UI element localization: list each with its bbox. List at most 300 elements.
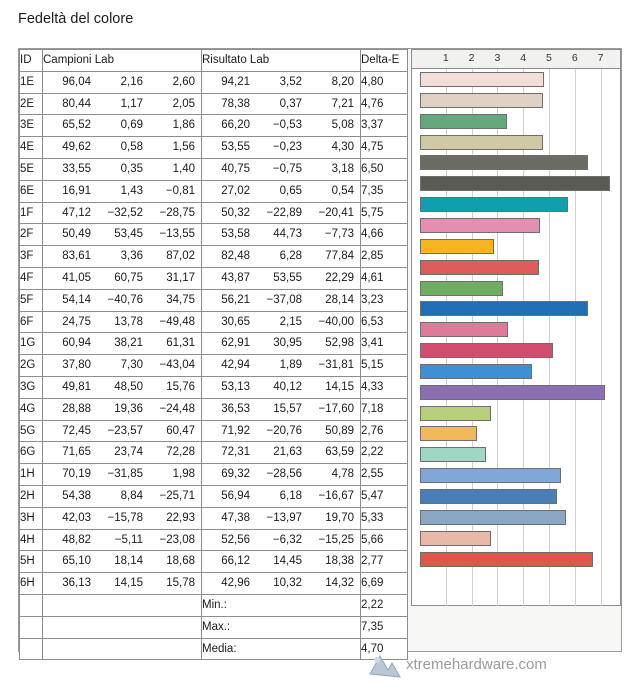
table-row [20,529,408,551]
cell-result-lab-v3: 22,29 [325,271,354,284]
cell-result-lab [202,551,361,573]
cell-result-lab-v2: −22,89 [266,206,302,219]
table-row [20,267,408,289]
cell-result-lab [202,289,361,311]
table-row [20,507,408,529]
table-row [20,246,408,268]
cell-result-lab-v1: 69,32 [221,468,250,481]
bar-3H [420,489,557,504]
cell-sample-lab-v3: 1,86 [172,119,195,132]
cell-result-lab-v2: 44,73 [273,228,302,241]
cell-sample-lab [43,573,202,595]
cell-id: 2E [20,93,43,115]
cell-sample-lab-v3: 1,98 [172,468,195,481]
summary-spacer [43,638,202,660]
cell-result-lab-v2: 15,57 [273,402,302,415]
gridline-3 [497,69,498,606]
chart-x-axis [412,50,620,69]
cell-id: 6H [20,573,43,595]
table-row [20,158,408,180]
cell-sample-lab-v1: 28,88 [62,402,91,415]
bar-6F [420,301,588,316]
bar-2F [420,218,540,233]
cell-sample-lab-v3: 60,47 [166,424,195,437]
cell-sample-lab-v2: 1,17 [120,97,143,110]
x-tick-5: 5 [546,52,552,64]
table-row [20,202,408,224]
cell-result-lab [202,71,361,93]
summary-max-label: Max.: [202,616,361,638]
summary-spacer [43,594,202,616]
cell-sample-lab-v1: 70,19 [62,468,91,481]
cell-result-lab-v2: −0,23 [272,141,302,154]
table-body [20,71,408,660]
cell-result-lab-v3: −40,00 [318,315,354,328]
cell-result-lab-v3: −17,60 [318,402,354,415]
table-row [20,93,408,115]
bar-6G [420,426,477,441]
cell-sample-lab-v2: 2,16 [120,75,143,88]
cell-result-lab-v1: 53,55 [221,141,250,154]
bar-6H [420,552,593,567]
watermark-text: xtremehardware.com [406,656,547,673]
cell-result-lab-v1: 71,92 [221,424,250,437]
cell-id: 3G [20,376,43,398]
cell-id: 3E [20,115,43,137]
cell-result-lab [202,442,361,464]
summary-spacer-id [20,638,43,660]
cell-sample-lab-v1: 36,13 [62,577,91,590]
table-row [20,442,408,464]
cell-delta-e: 4,33 [361,376,408,398]
cell-sample-lab-v2: −31,85 [107,468,143,481]
table-row [20,464,408,486]
cell-sample-lab [43,267,202,289]
cell-result-lab-v3: 14,32 [325,577,354,590]
cell-sample-lab-v3: −28,75 [159,206,195,219]
cell-sample-lab-v2: −15,78 [107,511,143,524]
cell-delta-e: 2,76 [361,420,408,442]
cell-sample-lab-v2: 14,15 [114,577,143,590]
cell-sample-lab [43,115,202,137]
cell-id: 5G [20,420,43,442]
cell-result-lab-v3: 63,59 [325,446,354,459]
cell-sample-lab-v1: 80,44 [62,97,91,110]
cell-result-lab-v3: 5,08 [331,119,354,132]
cell-sample-lab [43,158,202,180]
table-row [20,71,408,93]
table-row [20,573,408,595]
cell-result-lab [202,158,361,180]
summary-row [20,638,408,660]
cell-result-lab-v1: 42,96 [221,577,250,590]
cell-result-lab-v2: −0,75 [272,162,302,175]
cell-result-lab-v1: 30,65 [221,315,250,328]
cell-result-lab-v1: 66,12 [221,555,250,568]
cell-delta-e: 7,18 [361,398,408,420]
cell-sample-lab-v2: −5,11 [114,533,143,546]
table-row [20,398,408,420]
cell-sample-lab [43,442,202,464]
summary-max-value: 7,35 [361,616,408,638]
cell-sample-lab-v1: 54,38 [62,489,91,502]
cell-sample-lab-v1: 24,75 [62,315,91,328]
bar-1E [420,72,544,87]
cell-sample-lab-v1: 54,14 [62,293,91,306]
summary-spacer [43,616,202,638]
gridline-4 [523,69,524,606]
x-tick-7: 7 [597,52,604,64]
cell-sample-lab [43,333,202,355]
cell-id: 3F [20,246,43,268]
cell-id: 4F [20,267,43,289]
cell-delta-e: 2,55 [361,464,408,486]
cell-result-lab [202,398,361,420]
cell-result-lab-v1: 78,38 [221,97,250,110]
cell-result-lab-v2: −13,97 [266,511,302,524]
cell-result-lab [202,246,361,268]
bar-4G [420,385,605,400]
table-row [20,376,408,398]
cell-result-lab-v2: 21,63 [273,446,302,459]
cell-sample-lab-v1: 72,45 [62,424,91,437]
cell-result-lab [202,355,361,377]
table-header-row [20,50,408,72]
cell-sample-lab-v3: −43,04 [159,359,195,372]
cell-sample-lab-v2: 60,75 [114,271,143,284]
cell-result-lab [202,464,361,486]
cell-id: 2G [20,355,43,377]
cell-id: 6G [20,442,43,464]
cell-result-lab [202,137,361,159]
watermark [360,652,622,682]
cell-sample-lab-v3: 61,31 [166,337,195,350]
cell-delta-e: 6,69 [361,573,408,595]
x-tick-2: 2 [468,52,475,64]
bar-3E [420,114,507,129]
cell-sample-lab-v2: 7,30 [120,359,143,372]
cell-sample-lab-v3: −13,55 [159,228,195,241]
cell-result-lab [202,573,361,595]
cell-sample-lab-v3: 72,28 [166,446,195,459]
cell-delta-e: 6,50 [361,158,408,180]
cell-result-lab-v3: 52,98 [325,337,354,350]
table-row [20,420,408,442]
cell-sample-lab-v2: 53,45 [114,228,143,241]
cell-result-lab-v1: 94,21 [221,75,250,88]
cell-result-lab-v1: 42,94 [221,359,250,372]
cell-result-lab-v3: −16,67 [318,489,354,502]
cell-sample-lab-v2: −32,52 [107,206,143,219]
bar-5E [420,155,588,170]
x-tick-4: 4 [520,52,527,64]
cell-delta-e: 4,61 [361,267,408,289]
cell-result-lab-v2: 6,28 [279,250,302,263]
cell-sample-lab [43,202,202,224]
cell-sample-lab-v1: 65,10 [62,555,91,568]
cell-sample-lab [43,246,202,268]
cell-result-lab-v2: 53,55 [273,271,302,284]
bar-5F [420,281,503,296]
bar-1H [420,447,486,462]
cell-delta-e: 3,23 [361,289,408,311]
cell-result-lab-v1: 50,32 [221,206,250,219]
cell-id: 5F [20,289,43,311]
cell-result-lab-v3: 0,54 [331,184,354,197]
cell-id: 1H [20,464,43,486]
cell-sample-lab-v1: 65,52 [62,119,91,132]
cell-sample-lab-v2: 13,78 [114,315,143,328]
cell-result-lab-v3: 8,20 [331,75,354,88]
cell-delta-e: 2,22 [361,442,408,464]
cell-result-lab-v1: 52,56 [221,533,250,546]
x-tick-3: 3 [494,52,501,64]
cell-sample-lab-v2: 18,14 [114,555,143,568]
cell-sample-lab-v3: 15,78 [166,577,195,590]
cell-result-lab [202,180,361,202]
cell-result-lab-v3: 77,84 [325,250,354,263]
bar-1F [420,197,568,212]
cell-id: 2H [20,485,43,507]
cell-result-lab-v3: −15,25 [318,533,354,546]
cell-result-lab-v2: 6,18 [279,489,302,502]
cell-sample-lab-v3: 87,02 [166,250,195,263]
cell-id: 4E [20,137,43,159]
page-title: Fedeltà del colore [18,11,134,27]
summary-min-value: 2,22 [361,594,408,616]
cell-result-lab-v2: 3,52 [279,75,302,88]
summary-row [20,616,408,638]
cell-result-lab-v3: 3,18 [331,162,354,175]
cell-sample-lab-v3: 18,68 [166,555,195,568]
bar-3G [420,364,532,379]
cell-result-lab [202,93,361,115]
cell-result-lab-v2: 10,32 [273,577,302,590]
bar-4E [420,135,543,150]
header-id: ID [20,50,43,72]
cell-result-lab-v2: 0,37 [279,97,302,110]
cell-sample-lab-v1: 47,12 [62,206,91,219]
header-delta-e: Delta-E [361,50,408,72]
gridline-5 [549,69,550,606]
cell-delta-e: 4,76 [361,93,408,115]
cell-id: 5H [20,551,43,573]
gridline-1 [446,69,447,606]
cell-sample-lab-v3: −49,48 [159,315,195,328]
cell-sample-lab-v2: 48,50 [114,380,143,393]
cell-sample-lab-v3: 1,40 [172,162,195,175]
summary-mean-value: 4,70 [361,638,408,660]
cell-result-lab-v2: 2,15 [279,315,302,328]
cell-delta-e: 4,75 [361,137,408,159]
cell-result-lab [202,529,361,551]
gridline-6 [575,69,576,606]
cell-result-lab-v3: 19,70 [325,511,354,524]
cell-sample-lab [43,485,202,507]
cell-sample-lab [43,289,202,311]
cell-sample-lab [43,551,202,573]
cell-result-lab-v1: 72,31 [221,446,250,459]
cell-sample-lab-v3: 15,76 [166,380,195,393]
cell-sample-lab [43,464,202,486]
cell-delta-e: 3,37 [361,115,408,137]
cell-result-lab-v2: −6,32 [272,533,302,546]
cell-sample-lab-v1: 60,94 [62,337,91,350]
cell-result-lab-v3: −20,41 [318,206,354,219]
cell-result-lab-v2: 40,12 [273,380,302,393]
cell-sample-lab-v2: 19,36 [114,402,143,415]
cell-id: 1G [20,333,43,355]
header-samples: Campioni Lab [43,50,202,72]
cell-sample-lab [43,224,202,246]
cell-sample-lab-v3: 2,60 [172,75,195,88]
cell-delta-e: 5,33 [361,507,408,529]
x-tick-6: 6 [571,52,578,64]
gridline-7 [601,69,602,606]
cell-delta-e: 5,15 [361,355,408,377]
cell-id: 5E [20,158,43,180]
table-row [20,311,408,333]
gridline-2 [472,69,473,606]
table-row [20,355,408,377]
cell-result-lab-v3: 14,15 [325,380,354,393]
cell-sample-lab-v1: 49,62 [62,141,91,154]
chart-plot-area [412,69,620,606]
cell-sample-lab-v2: 3,36 [120,250,143,263]
bar-5G [420,406,491,421]
cell-sample-lab-v2: 23,74 [114,446,143,459]
cell-delta-e: 2,77 [361,551,408,573]
cell-result-lab [202,507,361,529]
cell-delta-e: 5,75 [361,202,408,224]
cell-delta-e: 2,85 [361,246,408,268]
cell-sample-lab-v2: 0,58 [120,141,143,154]
bar-1G [420,322,508,337]
cell-result-lab-v1: 40,75 [221,162,250,175]
cell-sample-lab-v2: 0,35 [120,162,143,175]
cell-sample-lab-v3: 22,93 [166,511,195,524]
cell-result-lab-v1: 53,13 [221,380,250,393]
cell-sample-lab-v3: 31,17 [166,271,195,284]
cell-result-lab-v3: 18,38 [325,555,354,568]
cell-sample-lab-v3: −25,71 [159,489,195,502]
bar-4H [420,510,566,525]
cell-id: 2F [20,224,43,246]
bar-2E [420,93,543,108]
summary-mean-label: Media: [202,638,361,660]
cell-sample-lab-v3: −23,08 [159,533,195,546]
cell-result-lab-v1: 27,02 [221,184,250,197]
cell-result-lab [202,224,361,246]
cell-sample-lab-v1: 48,82 [62,533,91,546]
table-row [20,551,408,573]
cell-sample-lab [43,180,202,202]
cell-id: 1E [20,71,43,93]
cell-result-lab [202,311,361,333]
cell-sample-lab-v1: 49,81 [62,380,91,393]
cell-result-lab [202,115,361,137]
cell-sample-lab [43,398,202,420]
cell-id: 3H [20,507,43,529]
summary-min-label: Min.: [202,594,361,616]
cell-result-lab-v2: 30,95 [273,337,302,350]
header-result: Risultato Lab [202,50,361,72]
cell-sample-lab [43,93,202,115]
cell-sample-lab-v1: 37,80 [62,359,91,372]
cell-id: 4G [20,398,43,420]
summary-row [20,594,408,616]
cell-result-lab-v3: 50,89 [325,424,354,437]
cell-sample-lab-v3: −0,81 [165,184,195,197]
cell-sample-lab-v1: 50,49 [62,228,91,241]
cell-sample-lab-v1: 41,05 [62,271,91,284]
cell-result-lab-v1: 62,91 [221,337,250,350]
delta-e-bar-chart [411,49,621,606]
cell-sample-lab [43,311,202,333]
cell-id: 6F [20,311,43,333]
cell-result-lab-v3: −7,73 [324,228,354,241]
cell-sample-lab [43,71,202,93]
cell-result-lab-v3: −31,81 [318,359,354,372]
cell-result-lab-v1: 56,94 [221,489,250,502]
bar-2G [420,343,553,358]
cell-sample-lab-v2: 1,43 [120,184,143,197]
cell-result-lab-v1: 47,38 [221,511,250,524]
bar-2H [420,468,561,483]
cell-sample-lab-v1: 83,61 [62,250,91,263]
color-fidelity-table [19,49,408,660]
bar-4F [420,260,539,275]
cell-result-lab-v3: 28,14 [325,293,354,306]
cell-result-lab-v1: 66,20 [221,119,250,132]
cell-sample-lab-v1: 16,91 [62,184,91,197]
cell-sample-lab-v3: 2,05 [172,97,195,110]
cell-result-lab-v2: −20,76 [266,424,302,437]
cell-delta-e: 7,35 [361,180,408,202]
cell-result-lab-v1: 43,87 [221,271,250,284]
cell-result-lab [202,333,361,355]
cell-result-lab-v2: 14,45 [273,555,302,568]
cell-sample-lab [43,529,202,551]
cell-sample-lab-v2: 38,21 [114,337,143,350]
cell-sample-lab-v1: 71,65 [62,446,91,459]
cell-sample-lab-v2: −23,57 [107,424,143,437]
watermark-logo-icon [364,652,404,682]
table-row [20,137,408,159]
cell-result-lab-v1: 56,21 [221,293,250,306]
cell-delta-e: 4,80 [361,71,408,93]
cell-result-lab [202,485,361,507]
cell-sample-lab-v3: 1,56 [172,141,195,154]
cell-result-lab [202,376,361,398]
cell-result-lab-v3: 4,78 [331,468,354,481]
cell-sample-lab-v3: 34,75 [166,293,195,306]
cell-result-lab-v2: −37,08 [266,293,302,306]
cell-result-lab-v3: 4,30 [331,141,354,154]
cell-sample-lab [43,137,202,159]
cell-result-lab-v1: 82,48 [221,250,250,263]
cell-result-lab-v2: −28,56 [266,468,302,481]
cell-result-lab [202,420,361,442]
cell-delta-e: 4,66 [361,224,408,246]
cell-sample-lab-v1: 96,04 [62,75,91,88]
table-row [20,115,408,137]
cell-result-lab [202,267,361,289]
cell-result-lab [202,202,361,224]
bar-5H [420,531,491,546]
cell-result-lab-v2: 1,89 [279,359,302,372]
summary-spacer-id [20,616,43,638]
